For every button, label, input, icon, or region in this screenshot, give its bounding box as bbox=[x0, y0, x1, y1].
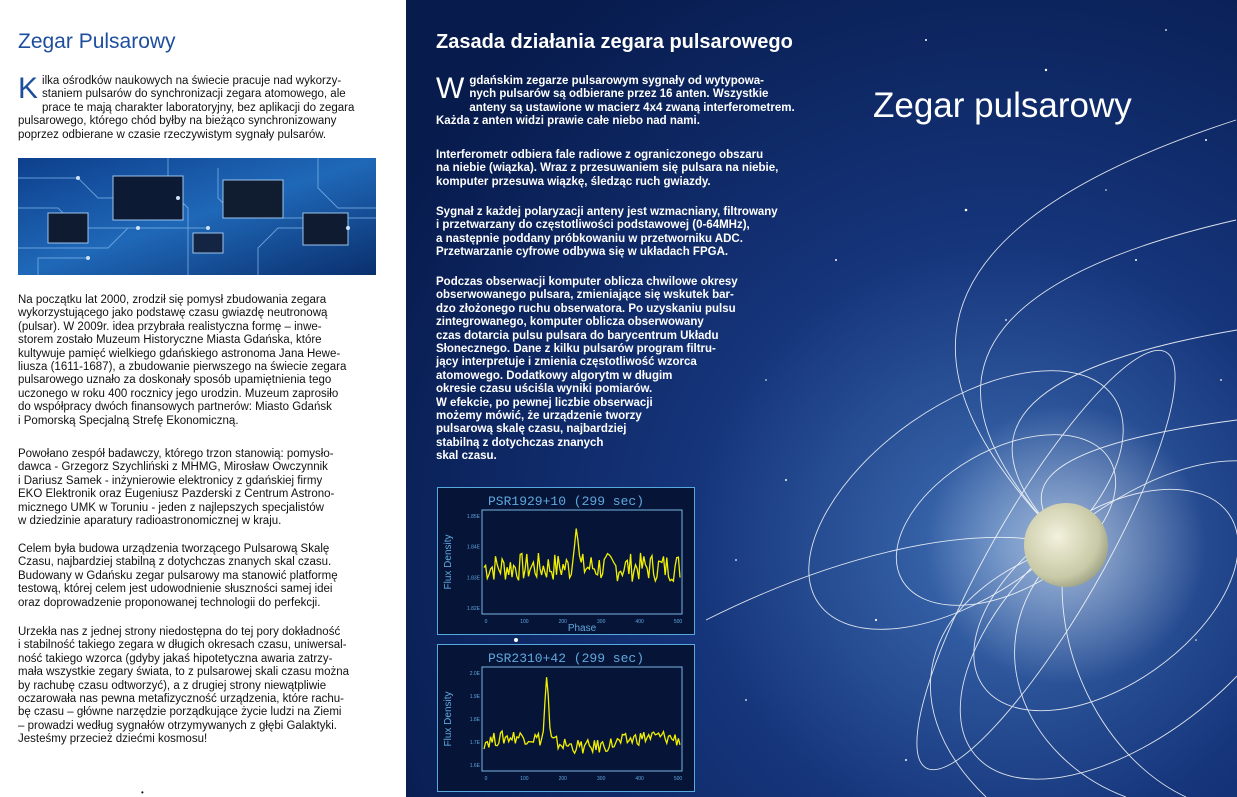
right-intro bbox=[436, 72, 796, 129]
y-tick-label: 1.83E bbox=[466, 575, 480, 582]
x-tick-label: 200 bbox=[558, 776, 567, 782]
left-page-title: Zegar Pulsarowy bbox=[18, 30, 176, 53]
x-tick-label: 0 bbox=[484, 619, 488, 625]
y-tick-label: 1.7E bbox=[469, 740, 480, 746]
intro-text: ilka ośrodków naukowych na świecie pracuje nad wykorzy- staniem pulsarów do synchronizacji zegara atomowego, ale prace te mają charakter laboratoryjny, bez aplikacji do zegara pulsarowego, którego chód byłby na bieżąco synchronizowany poprzez odbierane w czasie rzeczywistym sygnały pulsarów. bbox=[18, 75, 355, 141]
pulse-plot-1 bbox=[437, 487, 695, 635]
left-paragraph-2: Powołano zespół badawczy, którego trzon stanowią: pomysło- dawca - Grzegorz Szychliński z MHMG, Mirosław Owczynnik i Dariusz Samek - inżynierowie elektronicy z gdańskiej firmy EKO Elektronik oraz Eugeniusz Pazderski z Centrum Astrono- micznego UMK w Toruniu - jeden z najlepszych specjalistów w dziedzinie aparatury radioastronomicznej w kraju. bbox=[18, 448, 335, 528]
y-tick-label: 1.9E bbox=[469, 694, 480, 700]
x-tick-label: 300 bbox=[597, 619, 606, 625]
plot-1-ylabel: Flux Density bbox=[443, 534, 454, 590]
x-tick-label: 0 bbox=[484, 776, 488, 782]
right-intro-dropcap: W bbox=[436, 72, 465, 105]
plot-1-title: PSR1929+10 (299 sec) bbox=[487, 494, 645, 509]
y-tick-label: 1.8E bbox=[469, 717, 480, 723]
plot-1-xlabel: Phase bbox=[567, 623, 597, 634]
intro-dropcap: K bbox=[18, 72, 39, 105]
x-tick-label: 300 bbox=[597, 776, 606, 782]
plot-1-series-line bbox=[484, 529, 680, 582]
cover-title: Zegar pulsarowy bbox=[873, 86, 1132, 125]
y-tick-label: 1.82E bbox=[466, 606, 480, 612]
y-tick-label: 1.6E bbox=[469, 763, 480, 769]
x-tick-label: 100 bbox=[520, 619, 529, 625]
x-tick-label: 100 bbox=[520, 776, 529, 782]
plot-2-frame bbox=[482, 667, 682, 771]
y-tick-label: 1.85E bbox=[466, 514, 480, 520]
y-tick-label: 2.0E bbox=[469, 671, 480, 677]
right-page bbox=[406, 0, 1237, 797]
plot-2-title: PSR2310+42 (299 sec) bbox=[487, 651, 645, 666]
left-paragraph-3: Celem była budowa urządzenia tworzącego Pulsarową Skalę Czasu, najbardziej stabilną z dotychczas znanych skal czasu. Budowany w Gdańsku zegar pulsarowy ma stanowić platformę testową, której celem jest udowodnienie słuszności samej idei oraz doprowadzenie proponowanej technologii do perfekcji. bbox=[18, 543, 338, 609]
footer-mark: • bbox=[141, 788, 144, 797]
right-intro-text: gdańskim zegarze pulsarowym sygnały od wytypowa- nych pulsarów są odbierane przez 16 anten. Wszystkie anteny są ustawione w macierz 4x4 zwaną interferometrem. Każda z anten widzi prawie całe niebo nad nami. bbox=[436, 75, 795, 128]
y-tick-label: 1.84E bbox=[466, 544, 480, 551]
x-tick-label: 200 bbox=[558, 619, 567, 625]
left-paragraph-1: Na początku lat 2000, zrodził się pomysł zbudowania zegara wykorzystującego jako podstawę czasu gwiazdę neutronową (pulsar). W 2009r. idea przybrała realistyczna formę – inwe- storem zostało Muzeum Historyczne Miasta Gdańska, które kultywuje pamięć wielkiego gdańskiego astronoma Jana Hewe- liusza (1611-1687), a zbudowanie pierwszego na świecie zegara pulsarowego uznało za doskonały sposób upamiętnienia tego uczonego w roku 400 rocznicy jego urodzin. Muzeum zaprosiło do współpracy dwóch finansowych partnerów: Miasto Gdańsk i Pomorską Specjalną Strefę Ekonomiczną. bbox=[18, 294, 347, 427]
left-intro bbox=[18, 72, 378, 142]
x-tick-label: 400 bbox=[635, 619, 644, 625]
circuit-board-image bbox=[18, 158, 376, 275]
left-page bbox=[0, 0, 406, 797]
plot-2-ylabel: Flux Density bbox=[443, 691, 454, 747]
left-paragraph-4: Urzekła nas z jednej strony niedostępna do tej pory dokładność i stabilność takiego zegara w długich okresach czasu, uniwersal- ność takiego wzorca (gdyby jakaś hipotetyczna awaria zatrzy- mała wszystkie zegary świata, to z pulsarowej skali czasu można by rachubę czasu odtworzyć), a z drugiej strony niewątpliwie oczarowała nas pewna metafizyczność urządzenia, które rachu- bę czasu – główne narzędzie porządkujące życie ludzi na Ziemi – prowadzi według sygnałów otrzymywanych z głębi Galaktyki. Jesteśmy przecież dziećmi kosmosu! bbox=[18, 626, 350, 746]
plot-2-series-line bbox=[484, 677, 680, 753]
x-tick-label: 500 bbox=[673, 619, 683, 625]
right-paragraph-3: Podczas obserwacji komputer oblicza chwilowe okresy obserwowanego pulsara, zmieniające się wskutek bar- dzo złożonego ruchu obserwatora. Po uzyskaniu pulsu zintegrowanego, komputer oblicza obserwowany czas dotarcia pulsu pulsara do barycentrum Układu Słonecznego. Dane z kilku pulsarów program filtru- jący interpretuje i zmienia częstotliwość wzorca atomowego. Dodatkowy algorytm w długim okresie czasu uściśla wyniki pomiarów. W efekcie, po pewnej liczbie obserwacji możemy mówić, że urządzenie tworzy pulsarową skalę czasu, najbardziej stabilną z dotychczas znanych skal czasu. bbox=[436, 276, 738, 463]
right-paragraph-2: Sygnał z każdej polaryzacji anteny jest wzmacniany, filtrowany i przetwarzany do częstotliwości podstawowej (0-64MHz), a następnie poddany próbkowaniu w przetworniku ADC. Przetwarzanie cyfrowe odbywa się w układach FPGA. bbox=[436, 206, 778, 259]
right-paragraph-1: Interferometr odbiera fale radiowe z ograniczonego obszaru na niebie (wiązka). Wraz z przesuwaniem się pulsara na niebie, komputer przesuwa wiązkę, śledząc ruch gwiazdy. bbox=[436, 149, 779, 188]
x-tick-label: 400 bbox=[635, 776, 644, 782]
right-page-title: Zasada działania zegara pulsarowego bbox=[436, 31, 793, 53]
pulse-plot-2 bbox=[437, 644, 695, 792]
x-tick-label: 500 bbox=[673, 776, 683, 782]
